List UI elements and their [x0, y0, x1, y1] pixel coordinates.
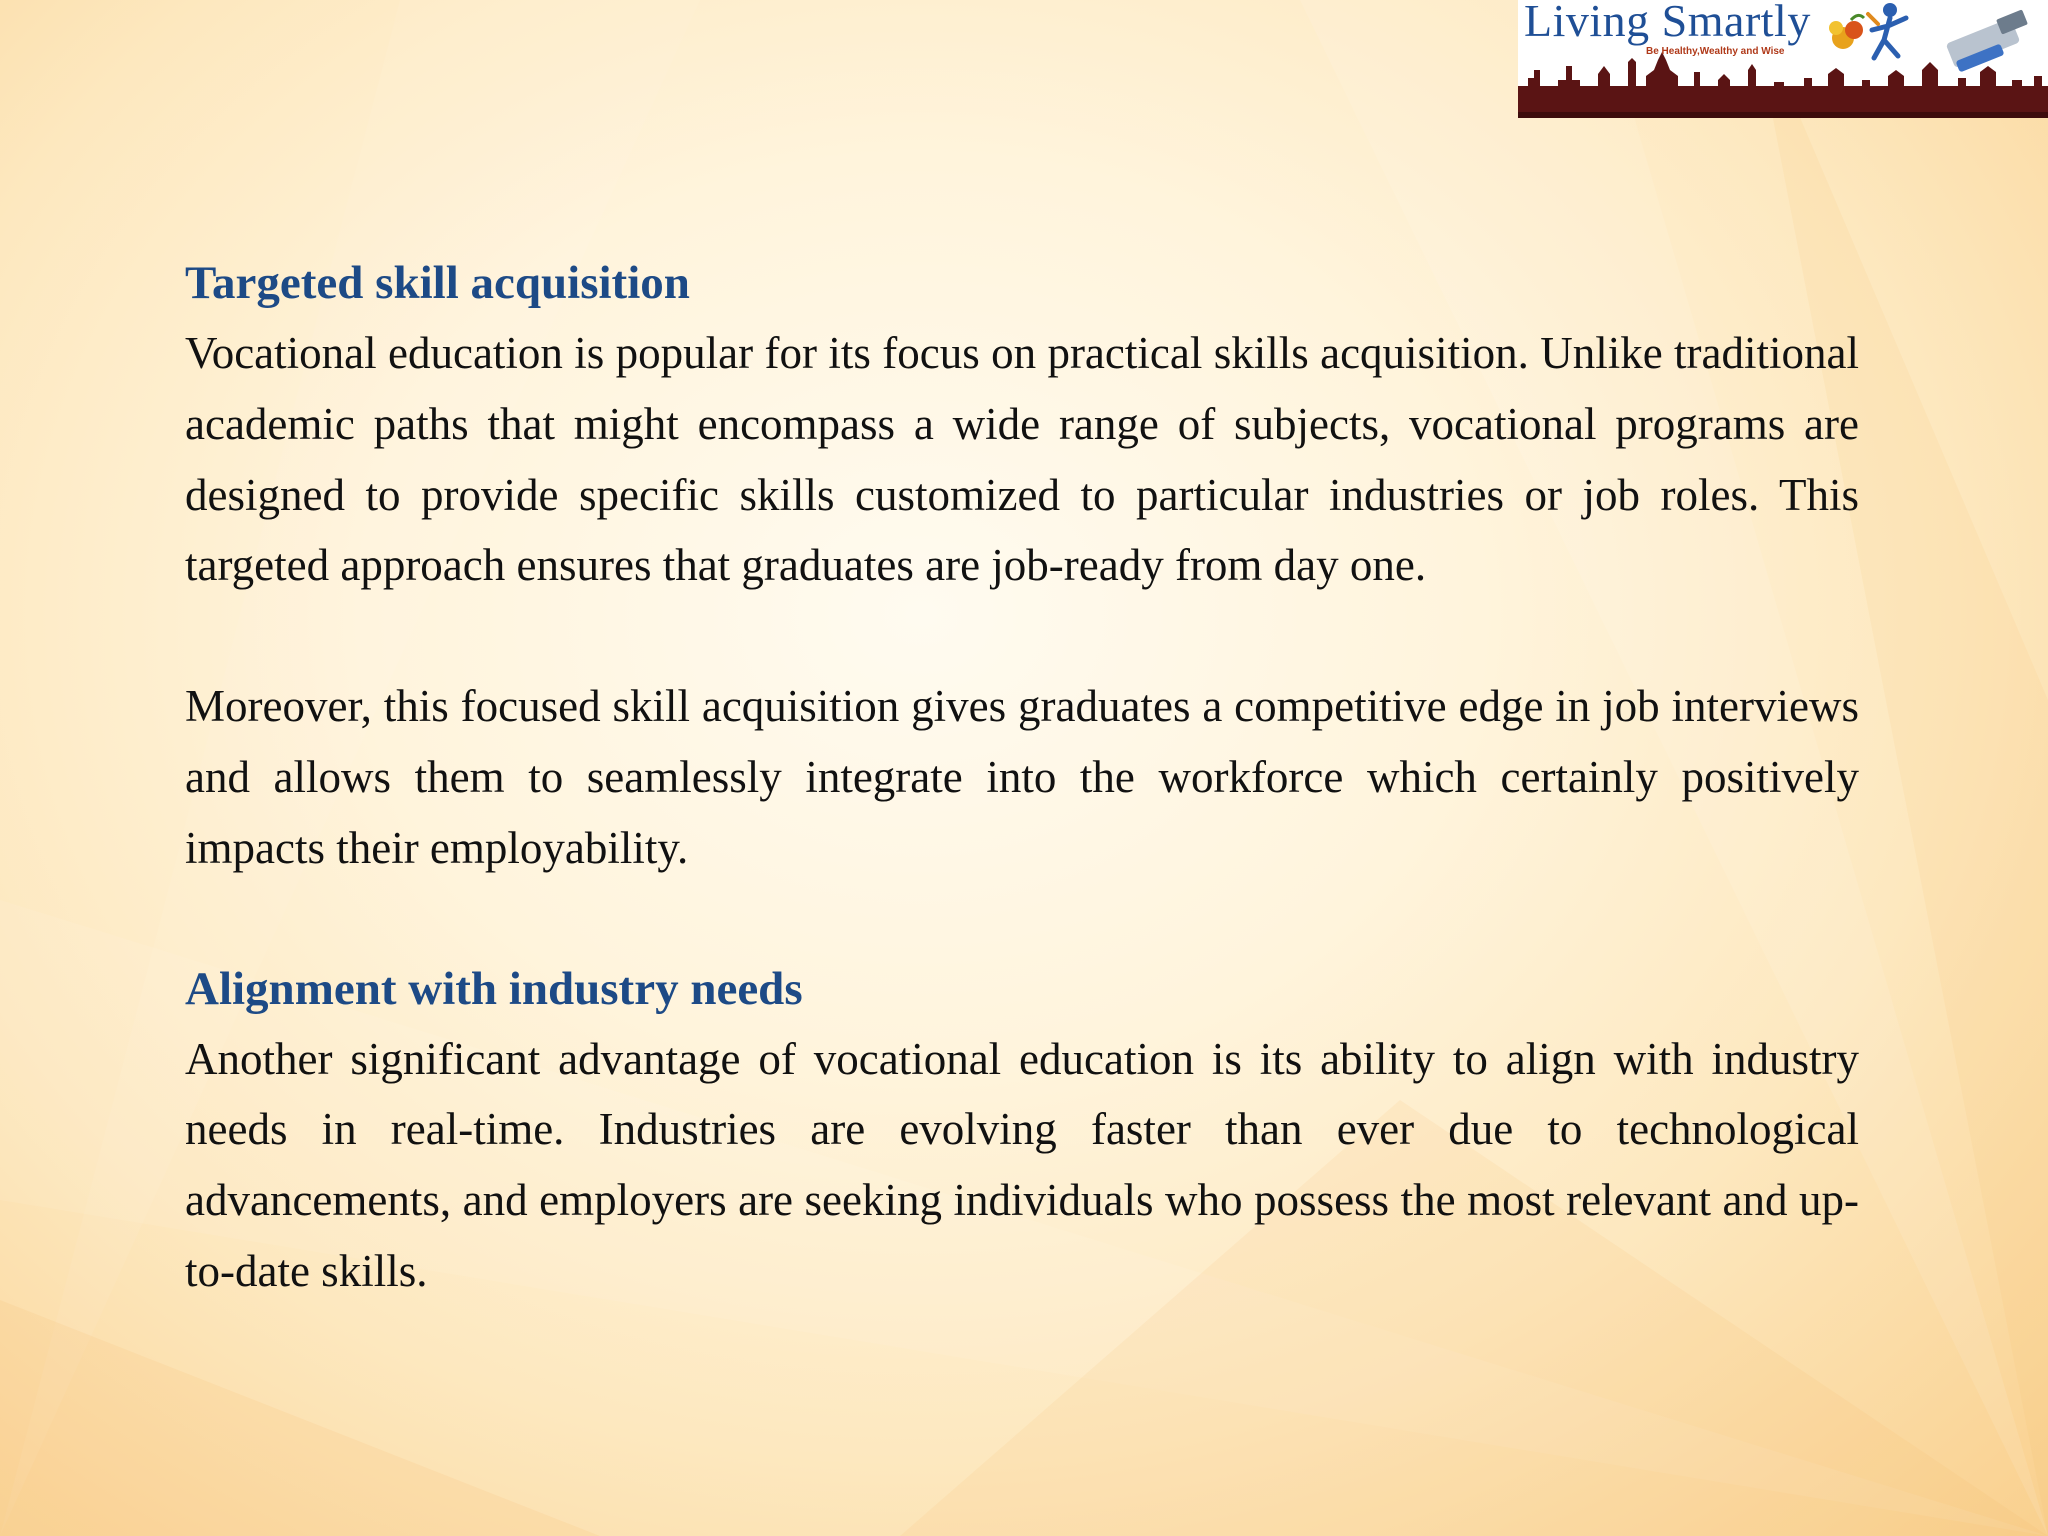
paragraph-competitive-edge: Moreover, this focused skill acquisition gives graduates a competitive edge in job interviews and allows them to seamlessly integrate into the workforce which certainly positively impacts their employability. — [185, 681, 1859, 873]
paragraph-industry-needs: Another significant advantage of vocational education is its ability to align with industry needs in real-time. Industries are evolving faster than ever due to technological advancements, and employers are seeking individuals who possess the most relevant and up-to-date skills. — [185, 1033, 1859, 1296]
logo-tagline: Be Healthy,Wealthy and Wise — [1646, 46, 1785, 57]
living-smartly-logo — [1518, 0, 2048, 118]
section-heading-industry-alignment: Alignment with industry needs — [185, 962, 803, 1015]
paragraph-spacer — [185, 601, 1859, 671]
logo-title: Living Smartly — [1524, 0, 1811, 46]
slide-content — [185, 248, 1859, 1307]
section-heading-targeted-skill: Targeted skill acquisition — [185, 257, 690, 309]
section-spacer — [185, 884, 1859, 954]
paragraph-vocational-focus: Vocational education is popular for its focus on practical skills acquisition. Unlike traditional academic paths that might encompass a wide range of subjects, vocational programs are designed to provide specific skills customized to particular industries or job roles. This targeted approach ensures that graduates are job-ready from day one. — [185, 328, 1859, 591]
